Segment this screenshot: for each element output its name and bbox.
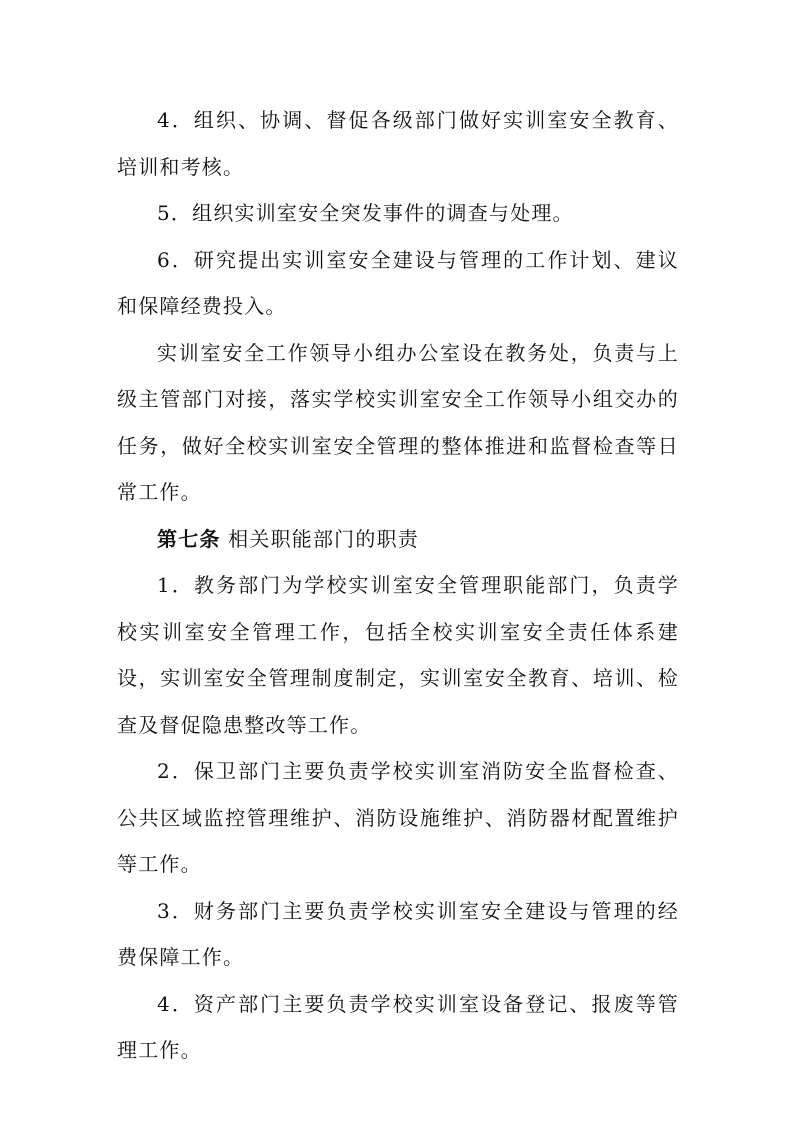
paragraph-item-5: 5．组织实训室安全突发事件的调查与处理。 [157,201,574,225]
duty-item-3: 3．财务部门主要负责学校实训室安全建设与管理的经费保障工作。 [117,898,679,969]
duty-item-2: 2．保卫部门主要负责学校实训室消防安全监督检查、公共区域监控管理维护、消防设施维护、消防器材配置维护等工作。 [117,759,679,876]
article-heading [117,516,679,563]
article-title: 相关职能部门的职责 [228,526,419,551]
duty-item-1: 1．教务部门为学校实训室安全管理职能部门，负责学校实训室安全管理工作，包括全校实训室安全责任体系建设，实训室安全管理制度制定，实训室安全教育、培训、检查及督促隐患整改等工作。 [117,573,679,737]
paragraph-office: 实训室安全工作领导小组办公室设在教务处，负责与上级主管部门对接，落实学校实训室安全工作领导小组交办的任务，做好全校实训室安全管理的整体推进和监督检查等日常工作。 [117,340,679,504]
article-number: 第七条 [157,526,221,551]
document-body [117,97,679,1074]
paragraph-item-6: 6．研究提出实训室安全建设与管理的工作计划、建议和保障经费投入。 [117,247,679,318]
paragraph-item-4: 4．组织、协调、督促各级部门做好实训室安全教育、培训和考核。 [117,108,679,179]
duty-item-4: 4．资产部门主要负责学校实训室设备登记、报废等管理工作。 [117,991,679,1062]
